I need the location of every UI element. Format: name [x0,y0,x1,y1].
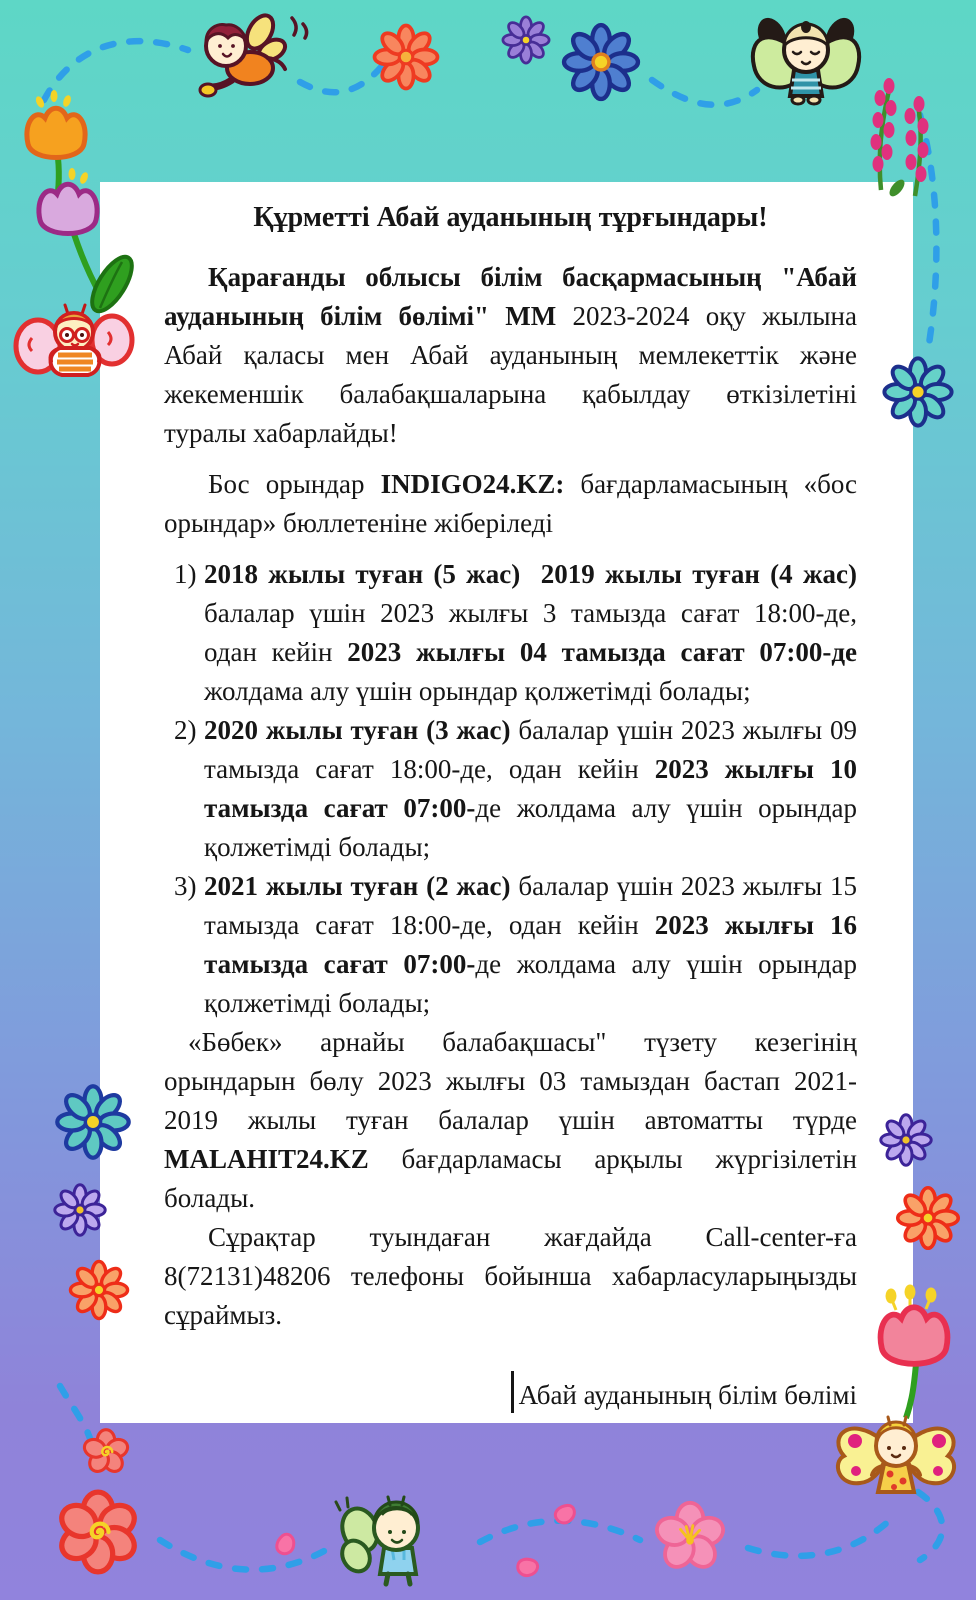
list-marker: 2) [174,715,197,745]
list-item-text: 2020 жылы туған (3 жас) балалар үшін 2023 жылғы 09 тамызда сағат 18:00-де, одан кейін 2023 жылғы 10 тамызда сағат 07:00-де жолдама алу үшін орындар қолжетімді болады; [204,715,858,862]
signature [164,1371,857,1415]
signature-text: Абай ауданының білім бөлімі [518,1380,857,1410]
vacancies-paragraph: Бос орындар INDIGO24.KZ: бағдарламасының «бос орындар» бюллетеніне жіберіледі [164,469,857,538]
lavender-flower-icon [55,1185,105,1235]
list-marker: 1) [174,559,197,589]
announcement-body [164,192,857,1415]
berry-stems-icon [871,78,929,199]
red-spiral-flower-icon [82,1430,130,1475]
petal-icon [273,1532,296,1556]
red-flower-icon [375,26,438,89]
bobek-paragraph: «Бөбек» арнайы балабақшасы" түзету кезегінің орындарын бөлу 2023 жылғы 03 тамыздан бастап 2021-2019 жылы туған балалар үшін автоматты түрде MALAHIT24.KZ бағдарламасы арқылы жүргізілетін болады. [164,1027,857,1213]
signature-cursor-bar [511,1371,514,1413]
pink-blossom-icon [653,1503,726,1573]
yellow-butterfly-kid-character [838,1417,954,1492]
fairy-character [200,11,307,96]
purple-flower-icon [503,17,549,63]
petal-icon [514,1554,540,1580]
green-bug-kid-character [336,1497,418,1584]
list-item [164,711,857,867]
schedule-list [164,555,857,1023]
intro-paragraph: Қарағанды облысы білім басқармасының "Абай ауданының білім бөлімі" ММ 2023-2024 оқу жылына Абай қаласы мен Абай ауданының мемлекеттік және жекеменшік балабақшаларына қабылдау өткізілетіні туралы хабарлайды! [164,262,857,448]
blue-flower-icon [564,25,638,99]
announcement-title: Құрметті Абай ауданының тұрғындары! [253,202,768,233]
butterfly-kid-character [752,13,860,104]
list-marker: 3) [174,871,197,901]
coral-spiral-flower-icon [56,1492,140,1572]
list-item-text: 2021 жылы туған (2 жас) балалар үшін 2023 жылғы 15 тамызда сағат 18:00-де, одан кейін 2023 жылғы 16 тамызда сағат 07:00-де жолдама алу үшін орындар қолжетімді болады; [204,871,858,1018]
list-item [164,555,857,711]
list-item [164,867,857,1023]
petal-icon [554,1503,576,1526]
list-item-text: 2018 жылы туған (5 жас) 2019 жылы туған (4 жас) балалар үшін 2023 жылғы 3 тамызда сағат 18:00-де, одан кейін 2023 жылғы 04 тамызда сағат 07:00-де жолдама алу үшін орындар қолжетімді болады; [204,559,857,706]
callcenter-paragraph: Сұрақтар туындаған жағдайда Call-center-ға 8(72131)48206 телефоны бойынша хабарласуларыңызды сұраймыз. [164,1222,857,1330]
orange-tulip-icon [27,90,85,208]
paper [100,182,913,1423]
